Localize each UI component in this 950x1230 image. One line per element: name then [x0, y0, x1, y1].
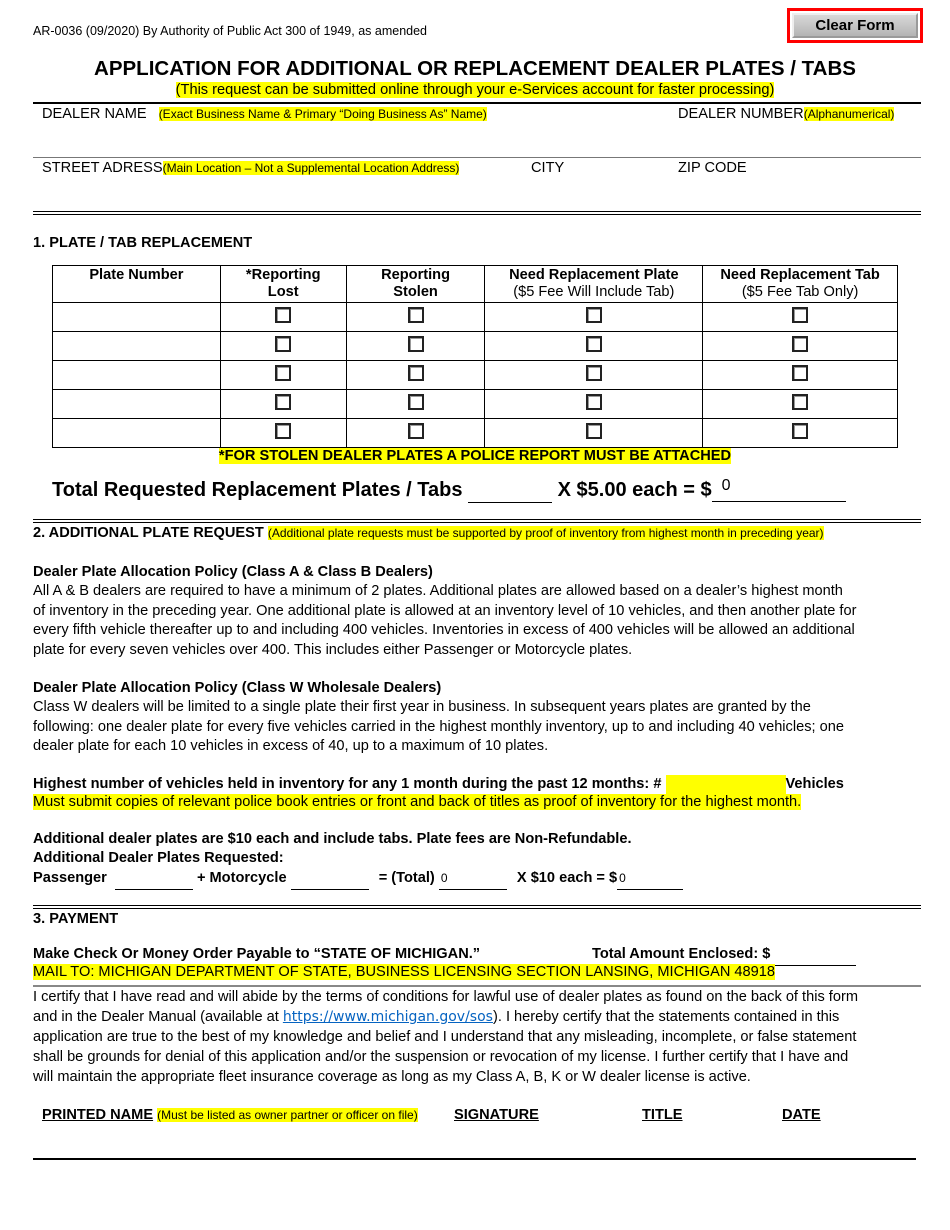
plate-number-input[interactable]: [53, 361, 221, 390]
date-field[interactable]: [782, 1128, 916, 1158]
section2-heading-note: (Additional plate requests must be supported by proof of inventory from highest month in preceding year): [267, 526, 824, 540]
passenger-label: Passenger: [33, 870, 107, 886]
lost-checkbox[interactable]: [275, 336, 291, 352]
replacement-table: [52, 265, 898, 448]
city-label: CITY: [531, 160, 565, 176]
total-replacement-amount-field[interactable]: 0: [712, 483, 846, 502]
certification-line: application are true to the best of my knowledge and belief and I understand that any misleading, incomplete, or false statement: [33, 1029, 857, 1045]
replacement-plate-checkbox[interactable]: [586, 336, 602, 352]
certification-line: shall be grounds for denial of this application and/or the suspension or revocation of my license. I further certify that I have and: [33, 1049, 849, 1065]
zip-code-label: ZIP CODE: [678, 160, 747, 176]
certification-line: and in the Dealer Manual (available at: [33, 1009, 283, 1025]
dealer-name-field[interactable]: [33, 122, 663, 156]
total-replacement-count-field[interactable]: [468, 479, 552, 503]
divider: [33, 157, 921, 158]
replacement-tab-checkbox[interactable]: [792, 394, 808, 410]
stolen-checkbox[interactable]: [408, 365, 424, 381]
each-rate-label: X $10 each = $: [516, 870, 618, 886]
plate-number-input[interactable]: [53, 419, 221, 448]
section1-heading: 1. PLATE / TAB REPLACEMENT: [33, 235, 253, 251]
stolen-checkbox[interactable]: [408, 423, 424, 439]
divider: [33, 102, 921, 104]
inventory-label: Highest number of vehicles held in inventory for any 1 month during the past 12 months: #: [33, 776, 662, 792]
replacement-plate-checkbox[interactable]: [586, 423, 602, 439]
policy-ab-line: All A & B dealers are required to have a minimum of 2 plates. Additional plates are allowed based on a dealer’s highest month: [33, 583, 843, 599]
fee-note: Additional dealer plates are $10 each and include tabs. Plate fees are Non-Refundable.: [33, 831, 632, 847]
stolen-checkbox[interactable]: [408, 307, 424, 323]
mail-to: MAIL TO: MICHIGAN DEPARTMENT OF STATE, BUSINESS LICENSING SECTION LANSING, MICHIGAN 48918: [33, 964, 775, 980]
form-id: AR-0036 (09/2020) By Authority of Public Act 300 of 1949, as amended: [33, 24, 428, 38]
passenger-count-field[interactable]: [115, 869, 193, 890]
total-plates-label: = (Total): [378, 870, 435, 886]
plate-number-input[interactable]: [53, 390, 221, 419]
street-address-note: (Main Location – Not a Supplemental Location Address): [162, 161, 460, 175]
table-row: [53, 361, 898, 390]
certification-line: ). I hereby certify that the statements contained in this: [492, 1009, 840, 1025]
policy-ab-title: Dealer Plate Allocation Policy (Class A & Class B Dealers): [33, 564, 433, 580]
col-plate-number: Plate Number: [53, 266, 221, 303]
replacement-tab-checkbox[interactable]: [792, 336, 808, 352]
requested-label: Additional Dealer Plates Requested:: [33, 850, 284, 866]
signature-label: SIGNATURE: [454, 1107, 539, 1123]
col-replacement-tab: Need Replacement Tab ($5 Fee Tab Only): [703, 266, 898, 303]
signature-line: [33, 1158, 916, 1160]
policy-ab-line: plate for every seven vehicles over 400. This includes either Passenger or Motorcycle plates.: [33, 641, 633, 658]
clear-form-button[interactable]: Clear Form: [792, 13, 918, 38]
dealer-name-note: (Exact Business Name & Primary “Doing Business As” Name): [158, 107, 487, 121]
total-replacement-rate: X $5.00 each = $: [557, 479, 712, 501]
lost-checkbox[interactable]: [275, 423, 291, 439]
payable-label: Make Check Or Money Order Payable to “STATE OF MICHIGAN.”: [33, 946, 481, 962]
zip-code-field[interactable]: [678, 178, 921, 210]
clear-form-frame: [787, 8, 923, 43]
printed-name-field[interactable]: [33, 1128, 443, 1158]
dealer-number-field[interactable]: [678, 122, 921, 156]
inventory-suffix: Vehicles: [785, 776, 844, 792]
divider: [33, 985, 921, 987]
dealer-number-label: DEALER NUMBER: [678, 106, 804, 122]
replacement-tab-checkbox[interactable]: [792, 365, 808, 381]
table-header-row: [53, 266, 898, 303]
date-label: DATE: [782, 1107, 821, 1123]
enclosed-label: Total Amount Enclosed: $: [592, 946, 771, 962]
dealer-number-note: (Alphanumerical): [803, 107, 895, 121]
replacement-tab-checkbox[interactable]: [792, 423, 808, 439]
section3-heading: 3. PAYMENT: [33, 911, 119, 927]
form-title: APPLICATION FOR ADDITIONAL OR REPLACEMENT DEALER PLATES / TABS: [94, 57, 856, 80]
replacement-plate-checkbox[interactable]: [586, 394, 602, 410]
street-address-label: STREET ADRESS: [42, 160, 163, 176]
table-row: [53, 419, 898, 448]
col-reporting-stolen: Reporting Stolen: [346, 266, 485, 303]
divider: [33, 211, 921, 215]
policy-ab-line: of inventory in the preceding year. One additional plate is allowed at an inventory level of 10 vehicles, and then another plate for: [33, 602, 857, 619]
policy-w-line: following: one dealer plate for every five vehicles carried in the highest monthly inventory, up to and including 40 vehicles; one: [33, 718, 844, 735]
sos-link[interactable]: https://www.michigan.gov/sos: [282, 1009, 493, 1025]
table-row: [53, 303, 898, 332]
motorcycle-count-field[interactable]: [291, 869, 369, 890]
form-subtitle: (This request can be submitted online through your e-Services account for faster processing): [175, 82, 775, 98]
replacement-tab-checkbox[interactable]: [792, 307, 808, 323]
city-field[interactable]: [531, 178, 671, 210]
plate-number-input[interactable]: [53, 303, 221, 332]
enclosed-amount-field[interactable]: [770, 945, 856, 966]
title-field[interactable]: [642, 1128, 772, 1158]
stolen-checkbox[interactable]: [408, 394, 424, 410]
total-replacement-label: Total Requested Replacement Plates / Tabs: [52, 479, 463, 501]
table-row: [53, 390, 898, 419]
printed-name-note: (Must be listed as owner partner or officer on file): [157, 1108, 418, 1122]
additional-amount-field[interactable]: 0: [617, 869, 683, 890]
lost-checkbox[interactable]: [275, 307, 291, 323]
replacement-plate-checkbox[interactable]: [586, 365, 602, 381]
stolen-notice: *FOR STOLEN DEALER PLATES A POLICE REPORT MUST BE ATTACHED: [218, 448, 732, 464]
plate-number-input[interactable]: [53, 332, 221, 361]
policy-ab-line: every fifth vehicle thereafter up to and including 400 vehicles. Inventories in excess of 400 vehicles will be allowed an additional: [33, 622, 855, 638]
lost-checkbox[interactable]: [275, 394, 291, 410]
table-row: [53, 332, 898, 361]
section2-heading: 2. ADDITIONAL PLATE REQUEST: [33, 525, 264, 541]
policy-w-title: Dealer Plate Allocation Policy (Class W Wholesale Dealers): [33, 680, 442, 696]
lost-checkbox[interactable]: [275, 365, 291, 381]
inventory-note: Must submit copies of relevant police book entries or front and back of titles as proof of inventory for the highest month.: [33, 794, 802, 810]
printed-name-label: PRINTED NAME: [42, 1107, 154, 1123]
title-label: TITLE: [642, 1107, 683, 1123]
dealer-name-label: DEALER NAME: [42, 106, 147, 122]
divider: [33, 519, 921, 523]
motorcycle-label: + Motorcycle: [196, 870, 287, 886]
total-plates-field[interactable]: 0: [439, 869, 507, 890]
stolen-checkbox[interactable]: [408, 336, 424, 352]
policy-w-line: Class W dealers will be limited to a single plate their first year in business. In subsequent years plates are granted by the: [33, 699, 811, 715]
col-replacement-plate: Need Replacement Plate ($5 Fee Will Include Tab): [485, 266, 703, 303]
policy-w-line: dealer plate for each 10 vehicles in excess of 40, up to a maximum of 10 plates.: [33, 738, 549, 754]
replacement-plate-checkbox[interactable]: [586, 307, 602, 323]
street-address-field[interactable]: [33, 178, 523, 210]
certification-line: I certify that I have read and will abide by the terms of conditions for lawful use of dealer plates as found on the back of this form: [33, 989, 858, 1005]
divider: [33, 905, 921, 909]
certification-line: will maintain the appropriate fleet insurance coverage as long as my Class A, B, K or W dealer license is active.: [33, 1069, 751, 1085]
col-reporting-lost: *Reporting Lost: [220, 266, 346, 303]
